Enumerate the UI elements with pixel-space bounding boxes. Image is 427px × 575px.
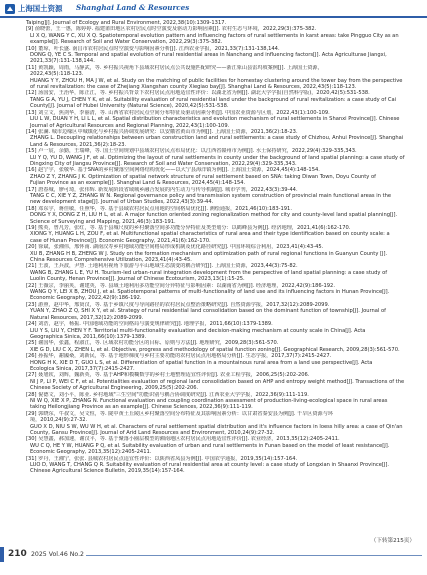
reference-line: [29] 郭晓东，牛叔文，吴文恒，等. 陇中黄土丘陵区乡村聚落空间分布特征及其影响因素分析：以甘肃省秦安县为例[J]. 干旱区资源与环 <box>26 410 333 417</box>
header-divider <box>0 16 427 18</box>
reference-line: [9] 俞晓蕾，王一惠，陈婷婷. 福建莆田地区农村居民点时空演变及驱动力影响因素[J]. 农村生态与环境，2022,29(3):375-382. <box>26 26 317 33</box>
reference-line: [21] 王波，王兵波，尹慧. 土地利用视角下旅游与平山地域生态演变的耦合研究[J]. 上海国土资源，2023,44(3):75-82. <box>26 263 298 270</box>
reference-line: example[J]. Research of Soil and Water Conservation, 2022,29(3):375-382. <box>30 39 223 46</box>
reference-line: Taiping]J]. Journal of Ecology and Rural Environment, 2022,38(10):1309-1317. <box>26 20 227 26</box>
reference-line: WANG Q Y, LEI X B, ZHOU J, et al. Spatiotemporal patterns of multi-functionality of land use and its influencing factors in Hunan Province[J]. <box>30 289 390 296</box>
reference-line: Chinese Society of Agricultural Engineering, 2009,25(5):202-206. <box>30 385 199 392</box>
reference-line: case of Hunan Province[J]. Economic Geography, 2021,41(6):162-170. <box>30 237 211 244</box>
reference-line: DONG Y X, DONG Z H, LIU H L, et al. A major function oriented zoning regionalization method for city and county-level land spatial planning[J]. <box>30 212 398 219</box>
reference-line: [17] 唐春城，廖可琦，张伟辉. 新发展阶段省域城乡融合发展的内生动力与传导机制[J]. 城市学刊，2022,43(3):39-44. <box>26 186 298 193</box>
reference-list <box>26 20 420 475</box>
reference-line: LU Y Q, YU D, WANG J F, et al. Optimizing the layout of rural settlements in county under the background of land spatial planning: a case study of <box>30 154 405 161</box>
reference-line: NI W Q, XIE X P, ZHANG N. Functional evaluation and coupling coordination assessment of production-living-ecological space in rural areas <box>30 397 388 404</box>
reference-line: [22] 王薇宗，李丽英，谢建英，等. 县域土地利用多功能空间分异特征与影响因素：以湖南省为例[J]. 经济地理，2022,42(9):186-192. <box>26 282 335 289</box>
reference-line: [11] 黄凯颖，周雨，马静武，等. 乡村振兴视角下县域农村居民点公共设施匹配研究——浙江象山县雷坞坡案例[J]. 上海国土资源， <box>26 64 323 71</box>
reference-line: GUO X D, NIU S W, WU W H, et al. Characters of rural settlement spatial distribution and it's influence factors in loess hilly area: a case of Qin'an <box>30 423 403 430</box>
reference-line: Science of Surveying and Mapping, 2021,46(3):183-191. <box>30 218 176 225</box>
reference-line: [20] 徐斌，张湘伟，邢怀南. 湖南汉寿乡村地域功能空间格局形成机制及优化路径研究[J]. 中国环境综合利用，2023,41(4):43-45. <box>26 244 324 251</box>
reference-line: [25] 谢国华，张鑫，程淑江，等. 区域农村功能分区的目标、原则与方法[J]. 地理研究，2009,28(3):561-570. <box>26 340 279 347</box>
reference-line: [15] 卢一宸，余勤，王瑞峰，等. 国土空间规划中县域农村居民点布局优化：以江西省赣州市为例[J]. 水土保持研究，2022,29(4):329-335,343. <box>26 148 357 155</box>
reference-line: ZHAO Z Y, ZHANG J K. Optimization of spatial network structure of rural settlement based on SNA: taking Diwan Town, Doyu County of <box>30 173 376 180</box>
journal-title-en: Shanghai Land & Resources <box>76 3 190 12</box>
issue-info: 2025 Vol.46 No.2 <box>31 551 84 558</box>
reference-line: [14] 张澜. 城市边缘区中城镇化与乡村振兴协调发展研究：以安徽省黄山市为例[J]. 上海国土资源，2021,36(2):18-23. <box>26 128 298 135</box>
reference-line: TANG G A, YU J, CHEN Y K, et al. Suitability evaluation of rural residential land under the background of rural revitalization: a case study of Cai <box>30 96 397 103</box>
reference-line: [30] 吴慧鑫，郝加速，谢汉平，等. 基于聚落小圈层模型的湘南地区农村居民点用地适宜性评价[J]. 农业经济，2013,35(12):2405-2411. <box>26 436 340 443</box>
reference-line: [12] 汤国安，王治华，陈正江，等. 乡村振兴背景下农村居民点用地适宜性评价：以湖北省为例[J]. 湖北大学学报(自然科学版)，2020,42(5):531-538. <box>26 90 370 97</box>
page-number: 210 <box>8 549 27 559</box>
reference-line: [19] 熊英，曾凡芳，张红，等. 基于县城尺度的乡村聚落空间多功能分异特征及类型划分：以鹤峰县为例[J]. 经济地理，2021,41(6):162-170. <box>26 225 351 231</box>
footer-divider <box>86 555 422 556</box>
reference-line: Natural Resources, 2017,32(12):2089-2099. <box>30 314 144 321</box>
page-footer <box>0 547 427 567</box>
reference-line: Land & Resources, 2021,36(2):18-23. <box>30 141 127 148</box>
reference-line: 2022,43(5):118-123. <box>30 71 84 78</box>
reference-line: 2021,33(7):131-138,144. <box>30 58 95 65</box>
reference-line: [27] 聂旭钦，刘辉，魏新英，等. 基于AHP和模糊数学的乡村土地整理适宜性评价[J]. 农业工程学报，2006,25(5):202-206. <box>26 372 310 379</box>
reference-line: new development stage[J]. Journal of Urban Studies, 2022,43(3):39-44. <box>30 199 214 206</box>
reference-line: LI X Q, WANG Y C, XU X Q. Spatiotemporal evolution pattern and influencing factors of rural settlements in karst areas: take Pingguo City as an <box>30 32 399 39</box>
continued-note: （下转第215页） <box>370 538 415 544</box>
reference-line: [10] 董琼，叶长盛. 南昌市农村居民点时空演变与影响因素分析[J]. 江西农业学报，2021,33(7):131-138,144. <box>26 45 280 52</box>
reference-line: DONG Q, YE C S. Temporal and spatial evolution of rural residential areas in Nanchang and influencing factors[J]. Acta Agriculturae Jiangxi, <box>30 52 387 59</box>
reference-line: of rural revitalization: the case of Zhejiang Xiangshan county Xiegiao bay[J]. Shanghai Land & Resources, 2022,43(5):118-123. <box>30 84 357 91</box>
reference-line: Economic Geography, 2022,42(9):186-192. <box>30 295 142 302</box>
reference-line: taking Heilongjiang Province as an example[J]. Chinese Sciences, 2022,36(9):111-119. <box>30 404 253 411</box>
reference-line: XU B, ZHANG H B, ZHENG W J. Study on the formation mechanism and optimization path of rural regional functions in Guanyun County [J]. <box>30 250 388 257</box>
reference-line: 境，2010,24(9):27-32. <box>30 417 88 424</box>
reference-line: Chinese Agricultural Science Bulletin, 2019,35(14):157-164. <box>30 468 185 475</box>
journal-title-cn: 上海国土资源 <box>18 4 63 13</box>
reference-line: NI J P, LI P, WEI C F, et al. Potentialities evaluation of regional land consolidation based on AHP and entropy weight method[J]. Transactions of the <box>30 378 405 385</box>
reference-line: ZHANG L. Decoupling relationships between urban construction land and rural settlements: a case study of Chizhou, Anhui Province[J]. Shanghai <box>30 135 404 142</box>
reference-line: XIONG Y, HUANG L H, ZOU F, et al. Multifunctional spatial characteristics of rural area and their type identification based on county scale: a <box>30 231 390 238</box>
footer-accent-bar <box>0 547 4 562</box>
reference-line: LIU Y S, LIU Y, CHEN Y F. Territorial multi-functionality evaluation and decision-making mechanism at county scale in China[J]. Acta <box>30 327 366 334</box>
reference-line: Geographica Sinica, 2011,66(10):1379-1389. <box>30 333 147 340</box>
reference-line: China Resources Comprehensive Utilization, 2023,41(4):43-45. <box>30 257 192 264</box>
reference-line: Economic Geography, 2013,35(12):2405-2411. <box>30 449 152 456</box>
reference-line: TANG C C, XIE Y Z, ZHANG W N. Regional governance policy and transmission system construction of provincial main functional areas in the <box>30 192 391 199</box>
reference-line: Journal of Agricultural Resources and Regional Planning, 2022,43(1):100-109. <box>30 122 230 129</box>
reference-line: Luolin County, Henan Province[J]. Journal of Chinese Ecotourism, 2023,13(1):15-25. <box>30 276 245 283</box>
reference-line: County, Gansu Province[J]. Journal of Arid Land Resources and Environment, 2010,24(9):27-32. <box>30 430 275 436</box>
reference-line: Ecologica Sinica, 2017,37(7):2415-2427. <box>30 365 135 372</box>
reference-line: [18] 邓东宇，蒋佳敏，任照华，等. 基于县域农村居民点用地的空间格局优化[J]. 测绘通报，2021,46(10):183-191. <box>26 205 292 212</box>
reference-line: HONG H K, XIE D T, GUO L S, et al. Differentiation of spatial function in a mountainous rural area from a land use perspective[J]. Acta <box>30 359 373 366</box>
reference-line: WANG B, ZHANG L E, YU H. Tourism-led urban-rural integration development from the perspective of land spatial planning: a case study of <box>30 269 388 276</box>
page-header <box>0 0 427 17</box>
reference-line: [24] 刘浩，赵宇，杨振. 中国地域功能的空间格局与演变规律研究[J]. 地理学报，2011,66(10):1379-1389. <box>26 321 273 328</box>
reference-line: [23] 游照，赵中华，邢贤汉，等. 基于乡镇尺度与导向路径的农村居民点整治策略研究[J]. 自然资源学报，2017,32(12):2089-2099. <box>26 301 330 308</box>
reference-line: Fujian Province as an example[J]. Shanghai Land & Resources, 2024,45(4):148-154. <box>30 180 246 187</box>
reference-line: LIU L W, DUAN Y H, LI L L, et al. Spatial distribution characteristics and evolution mechanism of rural settlements in Shanxi Province[J]. Chinese <box>30 116 400 123</box>
journal-logo-icon <box>5 4 15 14</box>
reference-line: [16] 赵宁宇，张敬华. 基于SNA的乡村聚落空间网络结构优化——以大宁县海洋镇为例[J]. 上海国土资源，2024,45(4):148-154. <box>26 167 320 174</box>
reference-line: [13] 刘立文，焦剑华，李丽清，等. 山西省农村居民点空间分布特征及驱动因素分析[J]. 中国农业资源与区划，2022,43(1):100-109. <box>26 109 330 116</box>
reference-line: Dingxing City of Jiangsu Province[J]. Research of Soil and Water Conservation, 2022,29(4):329-335,343. <box>30 160 297 167</box>
reference-line: XIE G D, LIU C X, ZHEN L, et al. Objective, progress and methodology of spatial function zoning[J]. Geographical Research, 2009,28(3):561-570. <box>30 346 400 353</box>
reference-line: [26] 孙振华，謝國桑，刘新民，等. 基于地形梯度与乡村主要功能的农村居民点用地格局分析[J]. 生态学报，2017,37(7):2415-2427. <box>26 353 332 360</box>
reference-line: WU C Q, HE Y W, HUANG P Q, et al. Suitability evaluation of urban and rural settlements in Funan based on the model of least resistance[J]. <box>30 442 390 449</box>
reference-line: LUO D, WANG T, CHANG Q R. Suitability evaluation of rural residential area at county level: a case study of Longxian in Shaanxi Province[J]. <box>30 462 390 469</box>
reference-line: YUAN Y, ZHAO Z Q, SHI X Y, et al. Strategy of rural residential land consolidation based on the dominant function of township[J]. Journal of <box>30 308 386 315</box>
reference-line: [28] 倪德文，刘小平，陈业. 乡村地域"三生空间"功能识别与耦合协调度研究[J]. 江西农业大学学报，2022,36(9):111-119. <box>26 391 309 398</box>
reference-line: County[J]. Journal of Hubei University (Natural Science), 2020,42(5):531-538. <box>30 103 229 110</box>
reference-line: HUANG Y Y, ZHOU H, MA J W, et al. Study on the matching of public facilities for homestay clustering around the tower bay from the perspective <box>30 77 403 84</box>
reference-line: [31] 罗丹，王湘宁，张张. 县城农村居民点适宜性评价：以陕西省凤县为例[J]. 中国农学通报，2019,35(14):157-164. <box>26 455 298 462</box>
